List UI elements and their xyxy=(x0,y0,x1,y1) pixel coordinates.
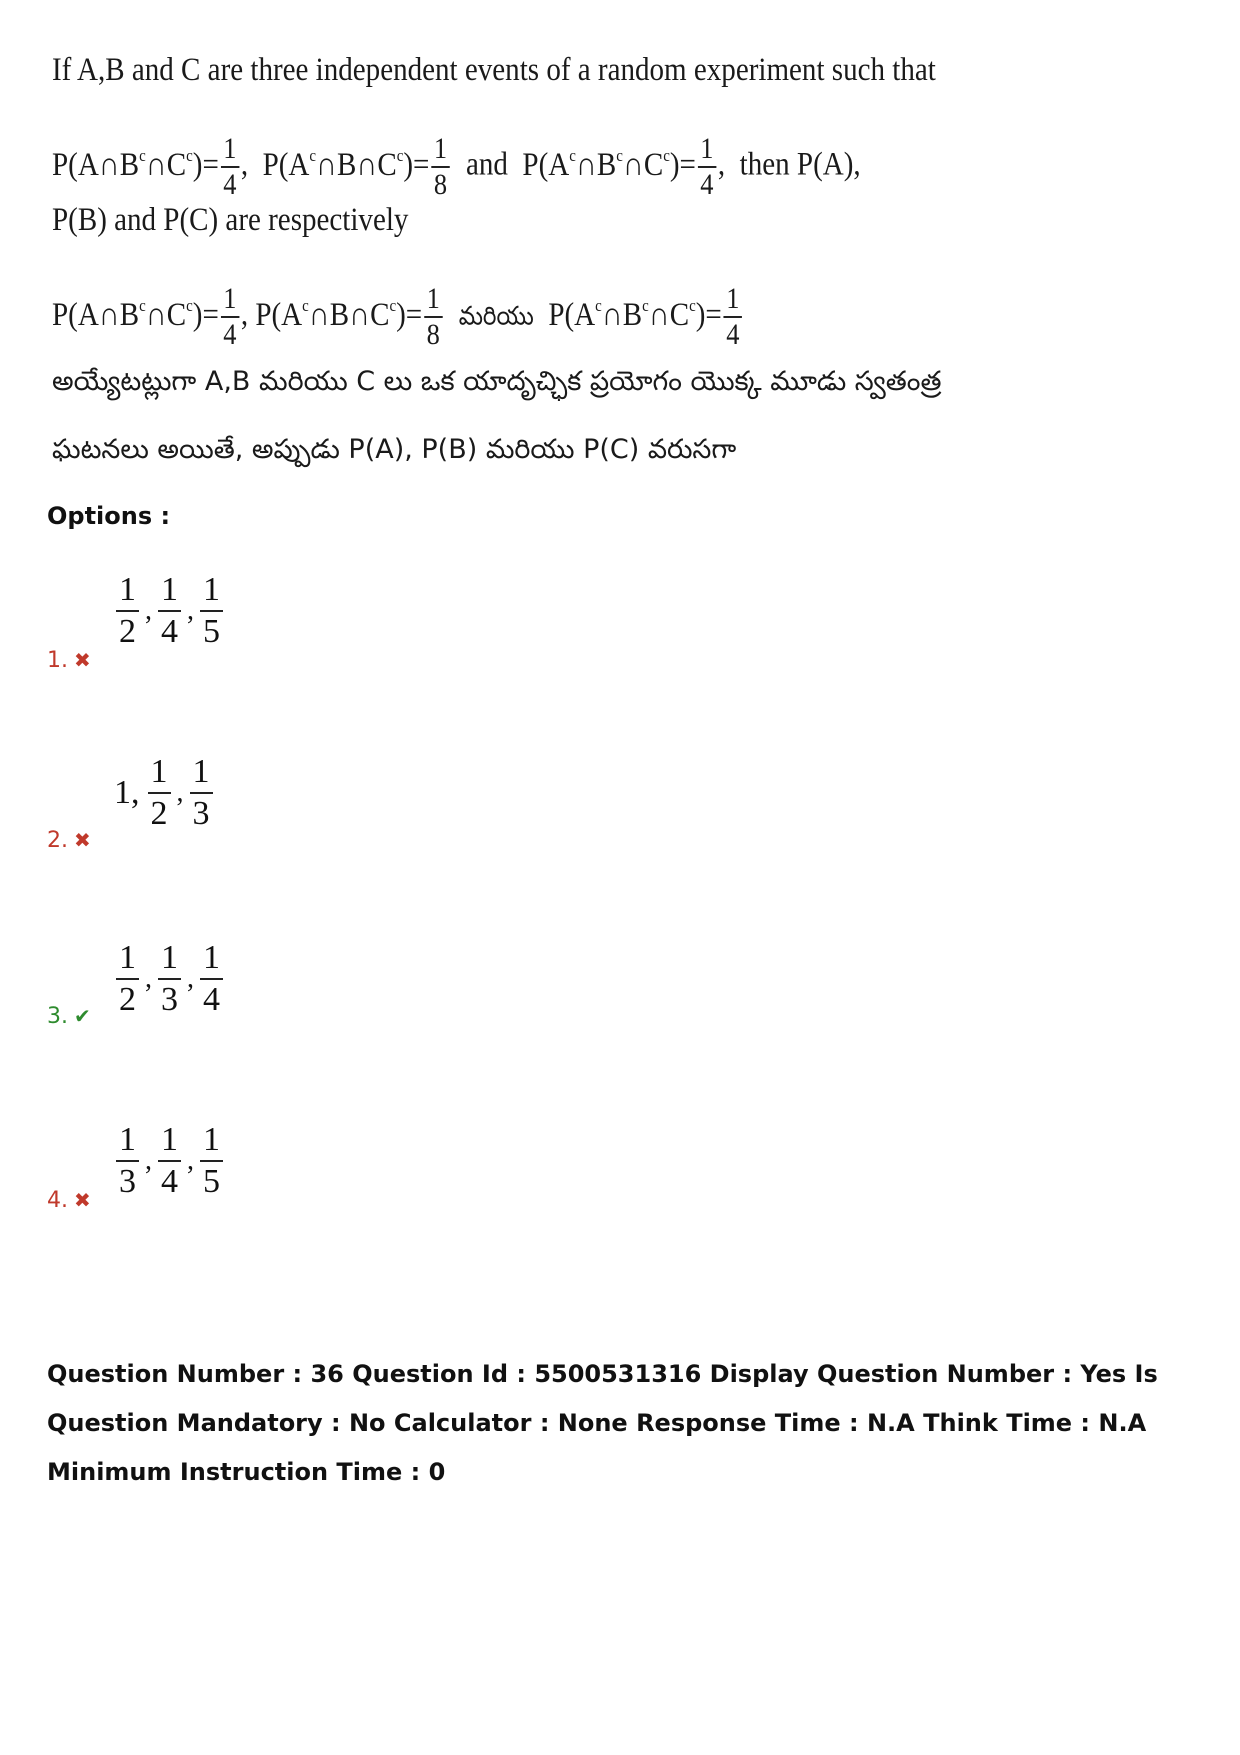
option-2[interactable] xyxy=(47,828,91,853)
option-4[interactable] xyxy=(47,1188,91,1213)
question-meta: Question Number : 36 Question Id : 5500531316 Display Question Number : Yes Is Question Mandatory : No Calculator : None Response Time : N.A Think Time : N.A Minimum Instruction Time : 0 xyxy=(47,1360,1158,1486)
cross-icon: ✖ xyxy=(74,1188,91,1212)
then-text: then P(A), xyxy=(739,146,861,183)
option-2-frac-2: $\frac{1}{3}$ xyxy=(190,752,213,834)
option-3-frac-2: $\frac{1}{3}$ xyxy=(158,938,181,1020)
option-4-frac-2: $\frac{1}{4}$ xyxy=(158,1120,181,1202)
telugu-condition-line: $P(A\cap B^c\cap C^c)=$ $\frac{1}{4}$ , $P(A^c\cap B\cap C^c)=$ $\frac{1}{8}$ మరియు $P(A^c\cap B^c\cap C^c)=$ $\frac{1}{4}$ xyxy=(52,282,744,352)
option-1-frac-3: $\frac{1}{5}$ xyxy=(200,570,223,652)
prob-expr-3-te: $P(A^c\cap B^c\cap C^c)=$ xyxy=(548,295,722,333)
option-1-values: $\frac{1}{2}$ , $\frac{1}{4}$ , $\frac{1}{5}$ xyxy=(114,570,225,652)
fraction-3: $\frac{1}{4}$ xyxy=(698,132,716,202)
option-2-lead: 1, xyxy=(114,774,140,811)
telugu-and: మరియు xyxy=(458,301,534,332)
prob-expr-3: $P(A^c\cap B^c\cap C^c)=$ xyxy=(522,145,696,183)
question-line-3: P(B) and P(C) are respectively xyxy=(52,202,409,238)
option-4-frac-3: $\frac{1}{5}$ xyxy=(200,1120,223,1202)
option-3-values: $\frac{1}{2}$ , $\frac{1}{3}$ , $\frac{1}{4}$ xyxy=(114,938,225,1020)
telugu-line-2: ఘటనలు అయితే, అప్పుడు P(A), P(B) మరియు P(C) వరుసగా xyxy=(52,434,737,465)
option-2-values: 1, $\frac{1}{2}$ , $\frac{1}{3}$ xyxy=(114,752,215,834)
prob-expr-1-te: $P(A\cap B^c\cap C^c)=$ xyxy=(52,295,219,333)
and-word: and xyxy=(465,146,508,183)
question-line-1: If A,B and C are three independent events of a random experiment such that xyxy=(52,52,936,88)
option-1[interactable] xyxy=(47,648,91,673)
options-label: Options : xyxy=(47,502,171,530)
option-4-number: 4. xyxy=(47,1188,68,1213)
cross-icon: ✖ xyxy=(74,648,91,672)
prob-expr-2: $P(A^c\cap B\cap C^c)=$ xyxy=(262,145,430,183)
option-2-number: 2. xyxy=(47,828,68,853)
option-3-frac-3: $\frac{1}{4}$ xyxy=(200,938,223,1020)
fraction-2-te: $\frac{1}{8}$ xyxy=(424,282,442,352)
cross-icon: ✖ xyxy=(74,828,91,852)
option-4-frac-1: $\frac{1}{3}$ xyxy=(116,1120,139,1202)
check-icon: ✔ xyxy=(74,1004,91,1028)
prob-expr-2-te: $P(A^c\cap B\cap C^c)=$ xyxy=(255,295,423,333)
telugu-line-1: అయ్యేటట్లుగా A,B మరియు C లు ఒక యాదృచ్ఛిక ప్రయోగం యొక్క మూడు స్వతంత్ర xyxy=(52,366,942,397)
option-1-number: 1. xyxy=(47,648,68,673)
option-1-frac-1: $\frac{1}{2}$ xyxy=(116,570,139,652)
prob-expr-1: $P(A\cap B^c\cap C^c)=$ xyxy=(52,145,219,183)
option-3[interactable] xyxy=(47,1004,91,1029)
option-4-values: $\frac{1}{3}$ , $\frac{1}{4}$ , $\frac{1}{5}$ xyxy=(114,1120,225,1202)
option-3-frac-1: $\frac{1}{2}$ xyxy=(116,938,139,1020)
fraction-1-te: $\frac{1}{4}$ xyxy=(221,282,239,352)
option-3-number: 3. xyxy=(47,1004,68,1029)
option-2-frac-1: $\frac{1}{2}$ xyxy=(148,752,171,834)
question-condition-line: $P(A\cap B^c\cap C^c)=$ $\frac{1}{4}$ , $P(A^c\cap B\cap C^c)=$ $\frac{1}{8}$ and $P(A^c\cap B^c\cap C^c)=$ $\frac{1}{4}$ , then P(A), xyxy=(52,132,861,201)
fraction-1: $\frac{1}{4}$ xyxy=(221,132,239,202)
fraction-3-te: $\frac{1}{4}$ xyxy=(724,282,742,352)
option-1-frac-2: $\frac{1}{4}$ xyxy=(158,570,181,652)
fraction-2: $\frac{1}{8}$ xyxy=(431,132,449,202)
